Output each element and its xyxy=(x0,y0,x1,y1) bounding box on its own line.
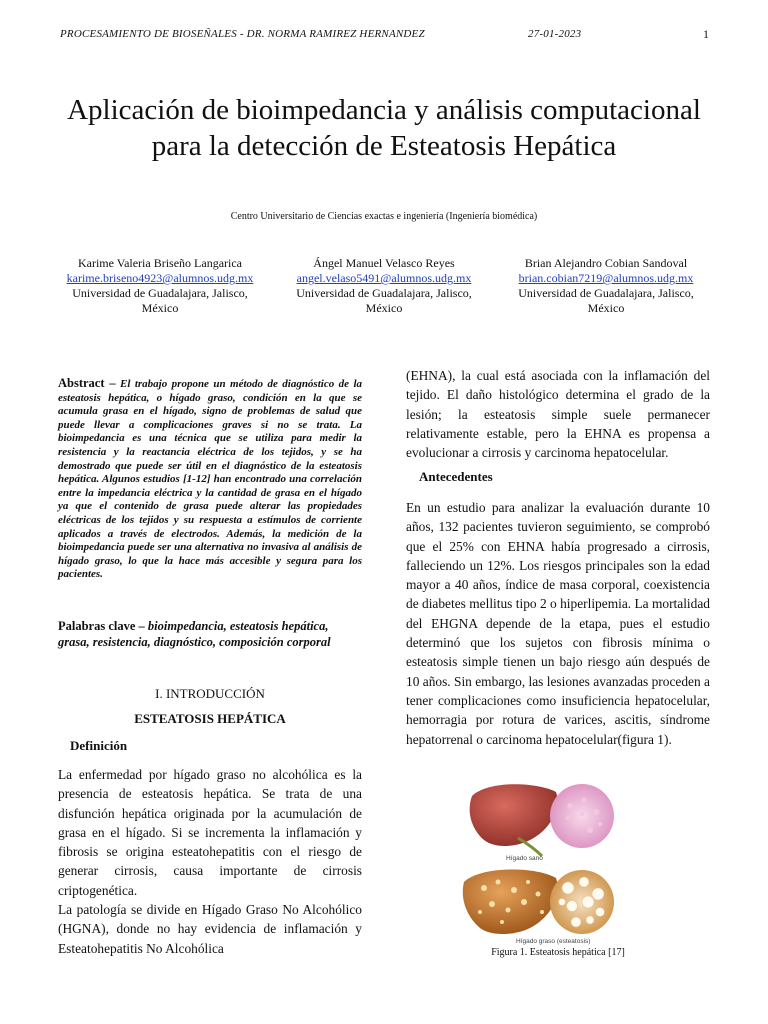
abstract-label: Abstract – xyxy=(58,376,116,390)
figure-liver xyxy=(458,778,618,946)
antecedentes-body xyxy=(406,498,710,749)
author-name: Ángel Manuel Velasco Reyes xyxy=(313,256,455,270)
author-name: Karime Valeria Briseño Langarica xyxy=(77,256,243,270)
liver-illustration xyxy=(458,778,618,946)
healthy-liver-shape xyxy=(470,784,558,846)
running-header: PROCESAMIENTO DE BIOSEÑALES - DR. NORMA RAMIREZ HERNANDEZ xyxy=(60,28,425,40)
author-1 xyxy=(50,256,270,316)
fatty-label: Hígado graso (esteatosis) xyxy=(516,938,591,945)
fatty-liver-shape xyxy=(463,869,558,934)
keywords xyxy=(58,619,362,650)
page-number: 1 xyxy=(703,27,709,41)
antecedentes-paragraph: En un estudio para analizar la evaluación durante 10 años, 132 pacientes tuvieron seguimiento, se comprobó que el 25% con EHNA había progresado a cirrosis, falleciendo un 12%. Los riesgos principales son la edad mayor a 40 años, índice de masa corporal, coexistencia de diabetes mellitus tipo 2 o hiperlipemia. La mortalidad del EHGNA depende de la etapa, pues el estudio determinó que los sujetos con fibrosis mínima o esteatosis simple tienen un bajo riesgo aún después de 10 años. Sin embargo, las lesiones avanzadas proceden a tener complicaciones como insuficiencia hepatocelular, hemorragia por rotura de varices, ascitis, síndrome hepatorrenal o carcinoma hepatocelular(figura 1). xyxy=(406,500,710,747)
paper-title: Aplicación de bioimpedancia y análisis computacional para la detección de Esteatosis Hepática xyxy=(67,94,701,162)
author-email-link[interactable]: brian.cobian7219@alumnos.udg.mx xyxy=(518,271,694,285)
author-country: México xyxy=(587,301,625,315)
author-3 xyxy=(496,256,716,316)
affiliation: Centro Universitario de Ciencias exactas e ingeniería (Ingeniería biomédica) xyxy=(230,211,538,222)
author-2 xyxy=(274,256,494,316)
intro-body xyxy=(58,765,362,958)
keywords-text: bioimpedancia, esteatosis hepática, grasa, resistencia, diagnóstico, composición corporal xyxy=(58,619,331,649)
author-institution: Universidad de Guadalajara, Jalisco, xyxy=(72,286,248,300)
author-email-link[interactable]: karime.briseno4923@alumnos.udg.mx xyxy=(66,271,254,285)
intro-paragraph-1: La enfermedad por hígado graso no alcohólica es la presencia de esteatosis hepática. Se trata de una disfunción hepática originada por la acumulación de grasa en el hígado. Si se incrementa la inflamación y fibrosis se origina esteatohepatitis con el riesgo de generar cirrosis, causa importante de cirrosis criptogenética. xyxy=(58,767,362,898)
subsection-heading: ESTEATOSIS HEPÁTICA xyxy=(134,711,286,726)
author-email-link[interactable]: angel.velaso5491@alumnos.udg.mx xyxy=(296,271,472,285)
healthy-label: Hígado sano xyxy=(506,855,543,862)
keywords-label: Palabras clave – xyxy=(58,619,145,633)
continuation-paragraph: (EHNA), la cual está asociada con la inflamación del tejido. El daño histológico determina el grado de la lesión; la esteatosis simple suele permanecer relativamente estable, pero la EHNA es propensa a evolucionar a cirrosis y carcinoma hepatocelular. xyxy=(406,368,710,461)
figure-caption: Figura 1. Esteatosis hepática [17] xyxy=(491,947,625,958)
section-heading: I. INTRODUCCIÓN xyxy=(155,686,265,701)
author-institution: Universidad de Guadalajara, Jalisco, xyxy=(296,286,472,300)
header-date: 27-01-2023 xyxy=(528,28,582,40)
author-country: México xyxy=(141,301,179,315)
antecedentes-heading: Antecedentes xyxy=(419,469,493,484)
definition-heading: Definición xyxy=(70,738,128,753)
author-institution: Universidad de Guadalajara, Jalisco, xyxy=(518,286,694,300)
right-col-continuation xyxy=(406,366,710,462)
author-name: Brian Alejandro Cobian Sandoval xyxy=(524,256,688,270)
intro-paragraph-2: La patología se divide en Hígado Graso No Alcohólico (HGNA), donde no hay evidencia de inflamación y Esteatohepatitis No Alcohólica xyxy=(58,902,362,956)
abstract xyxy=(58,377,362,582)
author-country: México xyxy=(365,301,403,315)
abstract-text: El trabajo propone un método de diagnóstico de la esteatosis hepática, o hígado graso, condición en la que se acumula grasa en el hígado, signo de problemas de salud que puede llevar a complicaciones graves si no se trata. La bioimpedancia es una técnica que se utiliza para medir la resistencia y la reactancia eléctrica de los tejidos, y se ha demostrado que puede ser útil en el diagnóstico de la esteatosis hepática. Algunos estudios [1-12] han encontrado una correlación entre la impedancia eléctrica y la cantidad de grasa en el hígado ya que el contenido de grasa puede alterar las propiedades eléctricas de los tejidos y su respuesta a estímulos de corriente aplicados a través de electrodos. Además, la medición de la bioimpedancia puede ser una alternativa no invasiva al análisis de hígado graso, lo que la hace más accesible y segura para los pacientes. xyxy=(58,378,363,581)
